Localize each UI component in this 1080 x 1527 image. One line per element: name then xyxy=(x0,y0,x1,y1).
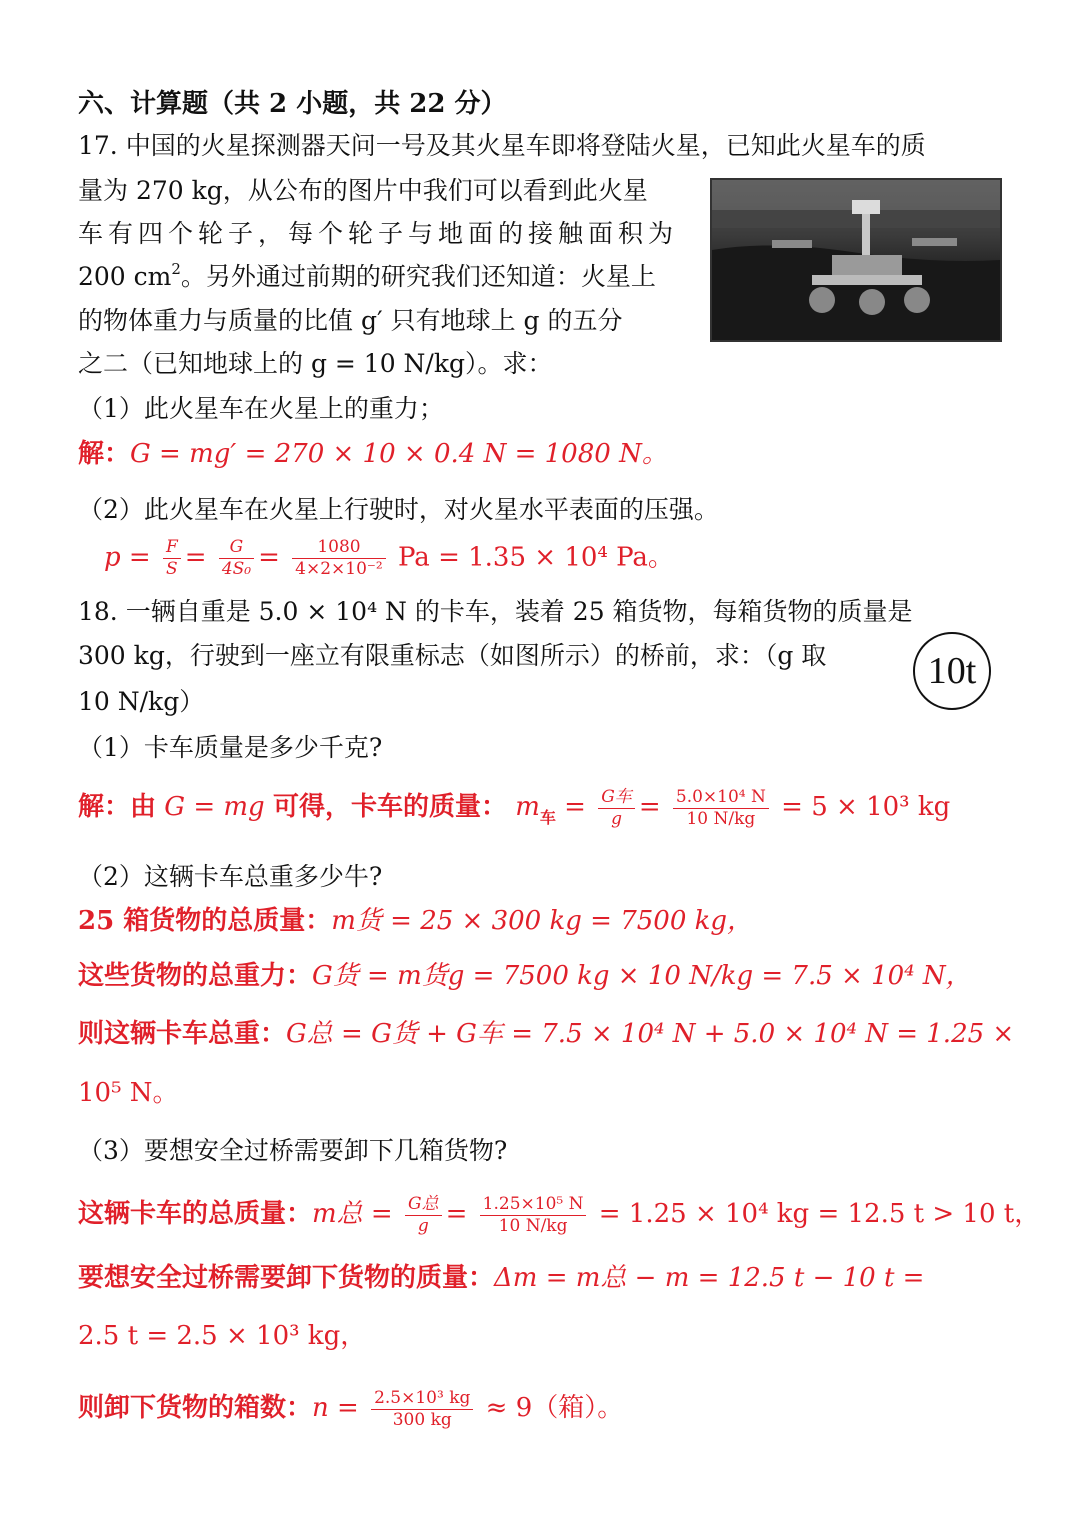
q17-sub-question-1: （1）此火星车在火星上的重力； xyxy=(78,394,444,423)
answer-line-formula: G总 = G货 + G车 = 7.5 × 10⁴ N + 5.0 × 10⁴ N = 1.25 × xyxy=(286,1019,1015,1049)
fraction-g-over-4s0 xyxy=(219,537,254,580)
answer-line-label: 则卸下货物的箱数： xyxy=(78,1393,313,1423)
q18-answer-1-m: m xyxy=(515,792,540,822)
fraction-numerator: F xyxy=(163,537,181,559)
fraction-denominator: 4×2×10⁻² xyxy=(295,559,383,579)
q18-line-2: 300 kg，行驶到一座立有限重标志（如图所示）的桥前，求：（g 取 xyxy=(78,641,827,670)
q17-area-exponent: 2 xyxy=(171,260,181,278)
fraction-numerator: G车 xyxy=(598,787,635,809)
q18-answer-1-result: = 5 × 10³ kg xyxy=(781,792,951,822)
mars-rover-photo xyxy=(710,178,1002,342)
q17-line-1: 17. 中国的火星探测器天问一号及其火星车即将登陆火星，已知此火星车的质 xyxy=(78,131,926,160)
weight-limit-sign-text: 10t xyxy=(927,650,977,692)
q17-line-5: 的物体重力与质量的比值 g′ 只有地球上 g 的五分 xyxy=(78,306,623,335)
answer-line-label: 要想安全过桥需要卸下货物的质量： xyxy=(78,1263,495,1293)
q17-line-4 xyxy=(78,261,656,296)
mars-rover-illustration xyxy=(712,180,1000,340)
q17-answer-1-formula: G = mg′ = 270 × 10 × 0.4 N = 1080 N。 xyxy=(130,439,668,469)
fraction-numeric xyxy=(480,1194,587,1237)
answer-line-formula: m货 = 25 × 300 kg = 7500 kg， xyxy=(331,906,754,936)
fraction-numerator: 1.25×10⁵ N xyxy=(480,1194,587,1216)
fraction-gtotal-over-g xyxy=(405,1194,442,1237)
q18-sub-question-1: （1）卡车质量是多少千克? xyxy=(78,733,383,762)
fraction-denominator: g xyxy=(417,1215,429,1236)
q18-answer-1-subscript: 车 xyxy=(539,808,556,827)
q18-answer-3-line-3: 2.5 t = 2.5 × 10³ kg， xyxy=(78,1321,367,1351)
fraction-denominator: 10 N/kg xyxy=(498,1215,568,1236)
answer-line-formula: Δm = m总 − m = 12.5 t − 10 t = xyxy=(494,1263,925,1293)
fraction-numerator: 1080 xyxy=(292,537,386,559)
fraction-f-over-s xyxy=(163,537,181,580)
q18-answer-2-line-4: 10⁵ N。 xyxy=(78,1078,179,1108)
fraction-denominator: 10 N/kg xyxy=(686,808,756,829)
answer-line-n: n = xyxy=(312,1393,359,1423)
answer-line-result: ≈ 9（箱）。 xyxy=(485,1393,624,1423)
q18-answer-1: 解：由 G = mg 可得，卡车的质量： $m_车$ = $\frac{\text{G车}}{g}$ = $\frac{\text{5.0×10⁴ N}}{10 N/kg}$ = 5 × 10³ kg xyxy=(78,786,951,829)
q18-answer-2-line-1 xyxy=(78,905,753,937)
q18-answer-1-text: 可得，卡车的质量： xyxy=(272,792,507,822)
q17-answer-2-result: Pa = 1.35 × 10⁴ Pa。 xyxy=(397,542,674,573)
q17-line-4-rest: 。另外通过前期的研究我们还知道：火星上 xyxy=(180,262,656,291)
q17-answer-2-p: p = xyxy=(104,542,151,573)
answer-label: 解： xyxy=(78,439,131,469)
q17-answer-1 xyxy=(78,438,668,470)
fraction-denominator: 300 kg xyxy=(392,1409,452,1430)
answer-line-result: = 1.25 × 10⁴ kg = 12.5 t > 10 t， xyxy=(598,1199,1041,1229)
fraction-denominator: S xyxy=(166,559,178,579)
fraction-numerator: G xyxy=(219,537,254,559)
answer-line-formula: G货 = m货g = 7500 kg × 10 N/kg = 7.5 × 10⁴ N， xyxy=(312,961,972,991)
q18-sub-question-2: （2）这辆卡车总重多少牛? xyxy=(78,862,383,891)
answer-label: 解：由 xyxy=(78,792,157,822)
fraction-denominator: g xyxy=(611,808,622,829)
q18-answer-3-line-4 xyxy=(78,1384,623,1432)
answer-line-m-total: m总 = xyxy=(312,1199,393,1229)
fraction-numerator: 5.0×10⁴ N xyxy=(673,787,769,809)
answer-line-label: 则这辆卡车总重： xyxy=(78,1019,287,1049)
q18-answer-2-line-3 xyxy=(78,1018,1014,1050)
q18-answer-3-line-1: 这辆卡车的总质量：m总 = $\frac{\text{G总}}{g}$ = $\frac{\text{1.25×10⁵ N}}{10 N/kg}$ = 1.25 × 10⁴ kg = 12.5 t > 10 t， xyxy=(78,1193,1041,1236)
fraction-gtruck-over-g xyxy=(598,787,635,830)
q18-answer-1-equation: G = mg xyxy=(164,792,265,822)
q17-area-value: 200 cm xyxy=(78,262,172,291)
fraction-numeric xyxy=(371,1388,473,1431)
answer-line-label: 这些货物的总重力： xyxy=(78,961,313,991)
q18-line-3: 10 N/kg） xyxy=(78,687,205,716)
weight-limit-sign xyxy=(913,632,991,710)
answer-line-label: 25 箱货物的总质量： xyxy=(78,906,332,936)
q17-line-3: 车有四个轮子，每个轮子与地面的接触面积为 xyxy=(78,219,679,248)
q18-line-1: 18. 一辆自重是 5.0 × 10⁴ N 的卡车，装着 25 箱货物，每箱货物的质量是 xyxy=(78,597,913,626)
fraction-numeric xyxy=(292,537,386,580)
q17-sub-question-2: （2）此火星车在火星上行驶时，对火星水平表面的压强。 xyxy=(78,495,719,524)
q17-line-6: 之二（已知地球上的 g = 10 N/kg）。求： xyxy=(78,349,553,378)
section-title: 六、计算题（共 2 小题，共 22 分） xyxy=(78,89,507,119)
answer-line-label: 这辆卡车的总质量： xyxy=(78,1199,313,1229)
q18-answer-2-line-2 xyxy=(78,960,972,992)
q18-answer-3-line-2 xyxy=(78,1262,924,1294)
q18-sub-question-3: （3）要想安全过桥需要卸下几箱货物? xyxy=(78,1136,508,1165)
q17-answer-2: p = $\frac{F}{S}$ = $\frac{G}{\text{4S₀}}$ = $\frac{1080}{\text{4×2×10⁻²}}$ Pa = 1.35 × 10⁴ Pa。 xyxy=(104,537,674,579)
fraction-numerator: G总 xyxy=(405,1194,442,1216)
fraction-numeric xyxy=(673,787,769,830)
q17-line-2: 量为 270 kg，从公布的图片中我们可以看到此火星 xyxy=(78,176,648,205)
fraction-denominator: 4S₀ xyxy=(221,559,252,579)
fraction-numerator: 2.5×10³ kg xyxy=(371,1388,473,1410)
